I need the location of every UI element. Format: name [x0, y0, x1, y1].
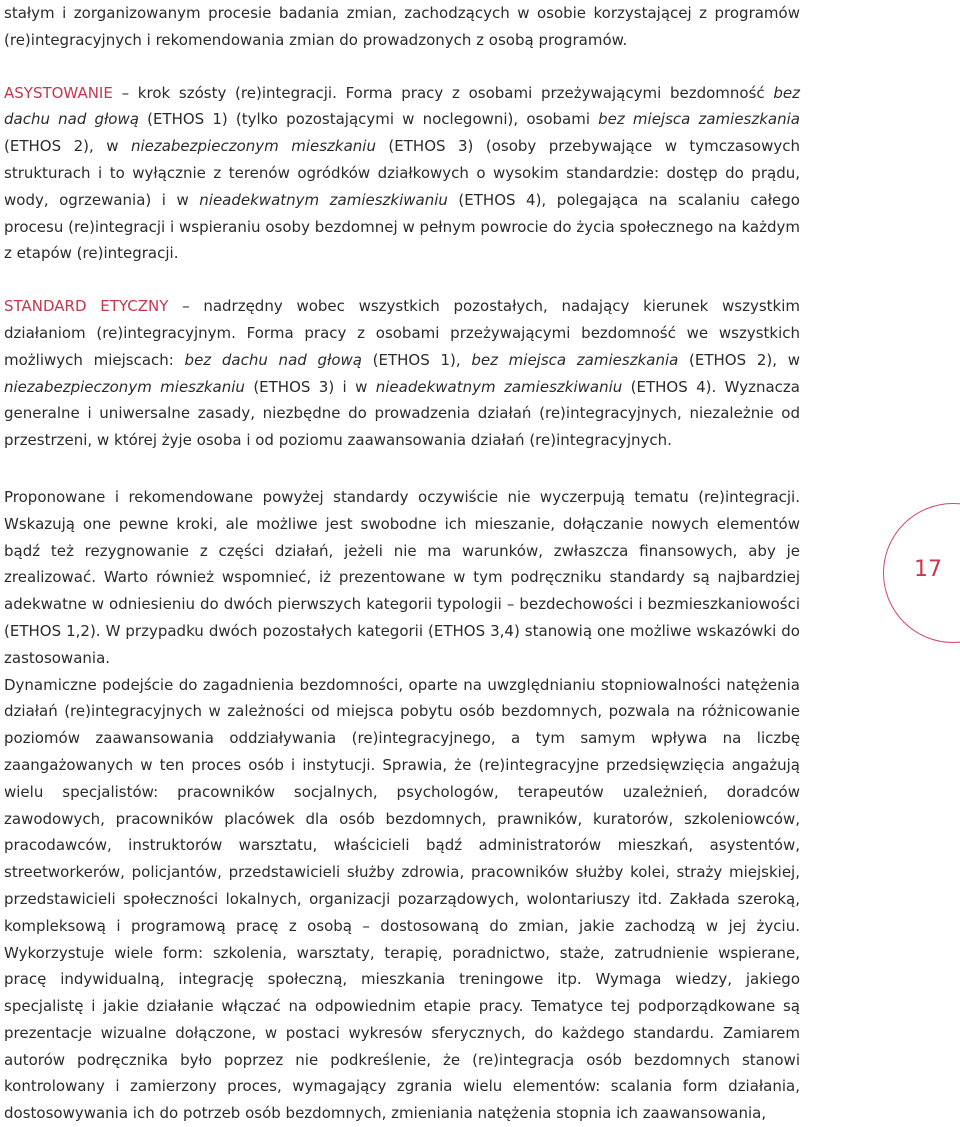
paragraph-dynamiczne — [4, 672, 800, 1127]
asystowanie-emphasis-2: bez miejsca zamieszkania — [598, 110, 800, 129]
proponowane-text: Proponowane i rekomendowane powyżej standardy oczywiście nie wyczerpują tematu (re)integracji. Wskazują one pewne kroki, ale możliwe jest swobodne ich mieszanie, dołączanie nowych elementów bądź też rezygnowanie z części działań, jeżeli nie ma warunków, zwłaszcza finansowych, aby je zrealizować. Warto również wspomnieć, iż prezentowane w tym podręczniku standardy są najbardziej adekwatne w odniesieniu do dwóch pierwszych kategorii typologii – bezdechowości i bezmieszkaniowości (ETHOS 1,2). W przypadku dwóch pozostałych kategorii (ETHOS 3,4) stanowią one możliwe wskazówki do zastosowania. — [4, 487, 800, 667]
standard-heading: STANDARD ETYCZNY — [4, 297, 169, 316]
asystowanie-text-4: (ETHOS 3) (osoby przebywające w tymczasowych strukturach i to wyłącznie z terenów ogródków działkowych o wysokim standardzie: dostęp do prądu, wody, ogrzewania) i w — [4, 137, 800, 209]
standard-emphasis-3: niezabezpieczonym mieszkaniu — [4, 377, 245, 396]
page-number: 17 — [914, 557, 942, 582]
standard-text-3: (ETHOS 2), w — [678, 350, 800, 369]
standard-emphasis-4: nieadekwatnym zamieszkiwaniu — [375, 377, 623, 396]
document-body — [4, 0, 800, 1127]
asystowanie-emphasis-1: bez dachu nad głową — [4, 83, 800, 129]
asystowanie-text-1: – krok szósty (re)integracji. Forma pracy z osobami przeżywającymi bezdomność — [112, 83, 774, 102]
standard-text-5: (ETHOS 4). Wyznacza generalne i uniwersalne zasady, niezbędne do prowadzenia działań (re)integracyjnych, niezależnie od przestrzeni, w której żyje osoba i od poziomu zaawansowania działań (re)integracyjnych. — [4, 377, 800, 450]
paragraph-asystowanie — [4, 80, 800, 268]
standard-emphasis-1: bez dachu nad głową — [184, 350, 362, 369]
asystowanie-emphasis-3: niezabezpieczonym mieszkaniu — [130, 137, 376, 156]
standard-text-4: (ETHOS 3) i w — [244, 377, 376, 396]
asystowanie-text-5: (ETHOS 4), polegająca na scalaniu całego procesu (re)integracji i wspieraniu osoby bezdomnej w pełnym powrocie do życia społecznego na każdym z etapów (re)integracji. — [4, 190, 800, 263]
asystowanie-emphasis-4: nieadekwatnym zamieszkiwaniu — [199, 190, 448, 209]
asystowanie-text-3: (ETHOS 2), w — [4, 137, 131, 156]
paragraph-proponowane — [4, 484, 800, 672]
dynamiczne-text: Dynamiczne podejście do zagadnienia bezdomności, oparte na uwzględnianiu stopniowalności natężenia działań (re)integracyjnych w zależności od miejsca pobytu osób bezdomnych, pozwala na różnicowanie poziomów zaawansowania oddziaływania (re)integracyjnego, a tym samym wpływa na liczbę zaangażowanych w ten proces osób i instytucji. Sprawia, że (re)integracyjne przedsięwzięcia angażują wielu specjalistów: pracowników socjalnych, psychologów, terapeutów uzależnień, doradców zawodowych, pracowników placówek dla osób bezdomnych, prawników, kuratorów, szkoleniowców, pracodawców, instruktorów warsztatu, właścicieli bądź administratorów mieszkań, asystentów, streetworkerów, policjantów, przedstawicieli służby zdrowia, pracowników służby kolei, straży miejskiej, przedstawicieli społeczności lokalnych, organizacji pozarządowych, wolontariuszy itd. Zakłada szeroką, kompleksową i programową pracę z osobą – dostosowaną do zmian, jakie zachodzą w jej życiu. Wykorzystuje wiele form: szkolenia, warsztaty, terapię, poradnictwo, staże, zatrudnienie wspierane, pracę indywidualną, integrację społeczną, mieszkania treningowe itp. Wymaga wiedzy, jakiego specjalistę i jakie działanie włączać na odpowiednim etapie pracy. Tematyce tej podporządkowane są prezentacje wizualne dołączone, w postaci wykresów sferycznych, do każdego standardu. Zamiarem autorów podręcznika było poprzez nie podkreślenie, że (re)integracja osób bezdomnych stanowi kontrolowany i zamierzony proces, wymagający zgrania wielu elementów: scalania form działania, dostosowywania ich do potrzeb osób bezdomnych, zmieniania natężenia stopnia ich zaawansowania, — [4, 675, 800, 1123]
paragraph-intro — [4, 0, 800, 54]
standard-emphasis-2: bez miejsca zamieszkania — [471, 350, 679, 369]
asystowanie-text-2: (ETHOS 1) (tylko pozostającymi w noclegowni), osobami — [138, 110, 599, 129]
standard-text-2: (ETHOS 1), — [361, 350, 472, 369]
paragraph-standard-etyczny — [4, 293, 800, 454]
intro-text: stałym i zorganizowanym procesie badania zmian, zachodzących w osobie korzystającej z programów (re)integracyjnych i rekomendowania zmian do prowadzonych z osobą programów. — [4, 4, 800, 49]
standard-text-1: – nadrzędny wobec wszystkich pozostałych, nadający kierunek wszystkim działaniom (re)integracyjnym. Forma pracy z osobami przeżywającymi bezdomność we wszystkich możliwych miejscach: — [4, 297, 801, 369]
asystowanie-heading: ASYSTOWANIE — [4, 83, 113, 102]
